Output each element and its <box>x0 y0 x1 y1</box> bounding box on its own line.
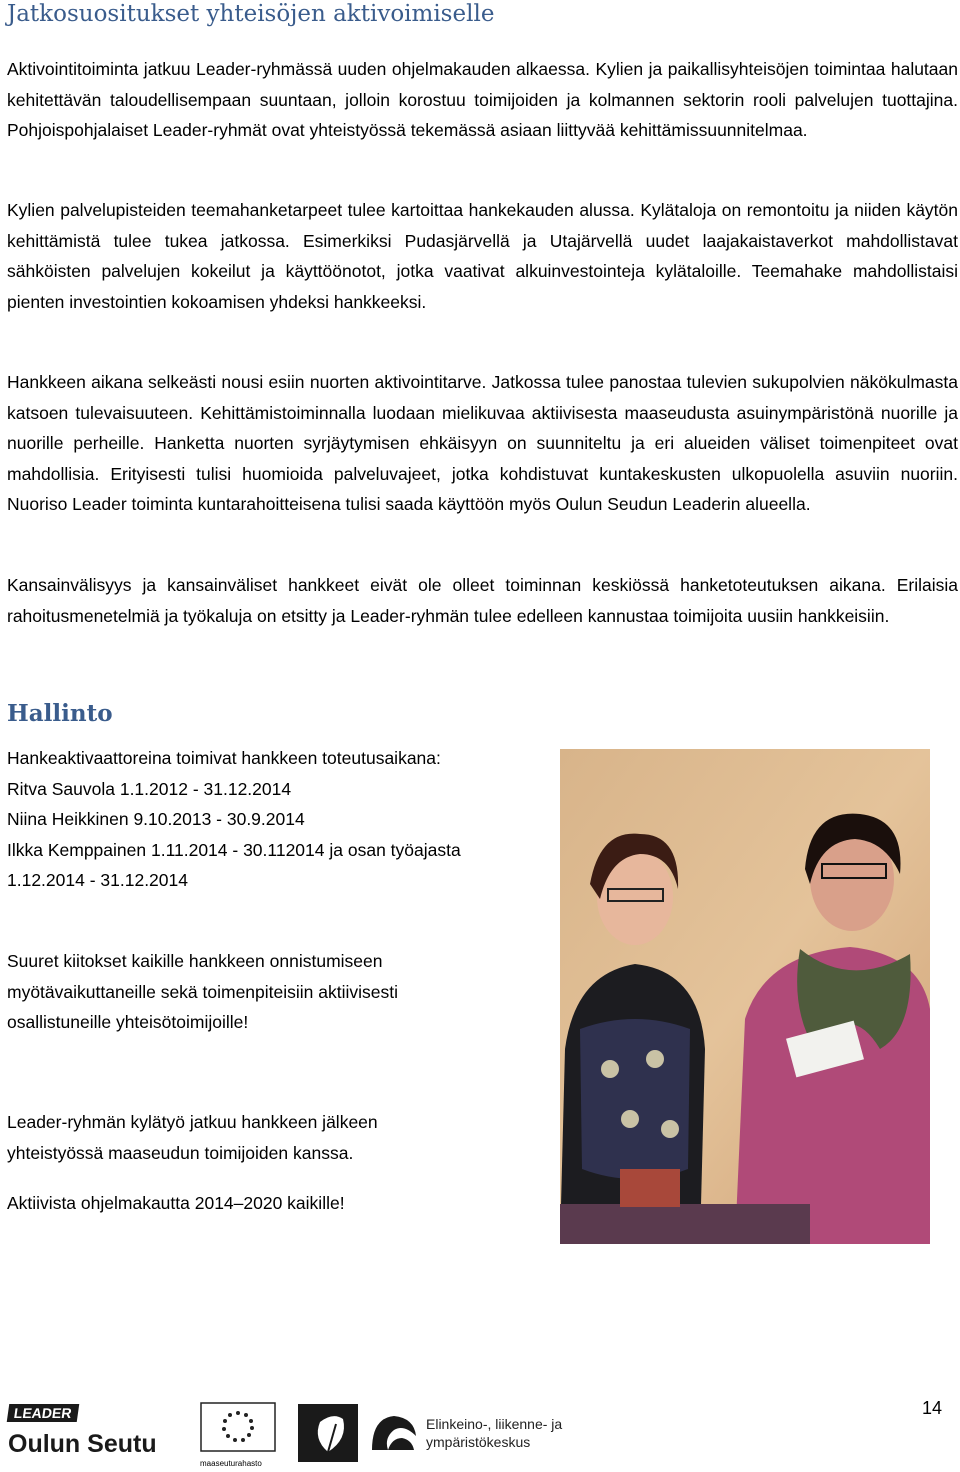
photo-two-women <box>560 749 930 1244</box>
ely-icon <box>368 1410 420 1456</box>
administration-intro: Hankeaktivaattoreina toimivat hankkeen toteutusaikana: <box>7 748 441 768</box>
ely-line1: Elinkeino-, liikenne- ja <box>426 1416 563 1432</box>
eu-flag-icon <box>200 1402 276 1452</box>
continuation-text: Leader-ryhmän kylätyö jatkuu hankkeen jälkeen yhteistyössä maaseudun toimijoiden kanssa. <box>7 1112 378 1163</box>
leader-logo-top: LEADER <box>7 1404 79 1422</box>
eu-flag-logo <box>200 1402 290 1466</box>
closing-text: Aktiivista ohjelmakautta 2014–2020 kaikille! <box>7 1193 345 1213</box>
administration-heading: Hallinto <box>7 700 113 727</box>
thanks-text: Suuret kiitokset kaikille hankkeen onnistumiseen myötävaikuttaneille sekä toimenpiteisiin aktiivisesti osallistuneille yhteisötoimijoille! <box>7 951 399 1032</box>
leader-logo <box>8 1404 188 1464</box>
paragraph-youth: Hankkeen aikana selkeästi nousi esiin nuorten aktivointitarve. Jatkossa tulee panostaa tulevien sukupolvien näkökulmasta katsoen tulevaisuuteen. Kehittämistoiminnalla luodaan mielikuvaa aktiivisesta maaseudusta asuinympäristönä nuorille ja nuorille perheille. Hanketta nuorten syrjäytymisen ehkäisyyn on suunniteltu ja eri alueiden väliset toimenpiteet ovat mahdollisia. Erityisesti tulisi huomioida palveluvajeet, jotka kohdistuvat kuntakeskusten ulkopuolella asuviin nuoriin. Nuoriso Leader toiminta kuntarahoitteisena tulisi saada käyttöön myös Oulun Seudun Leaderin alueella. <box>7 372 958 514</box>
activator-line: 1.12.2014 - 31.12.2014 <box>7 870 188 890</box>
leaf-icon <box>298 1404 358 1462</box>
eu-caption: maaseuturahasto <box>200 1459 262 1468</box>
paragraph-activation: Aktivointitoiminta jatkuu Leader-ryhmässä uuden ohjelmakauden alkaessa. Kylien ja paikallisyhteisöjen toimintaa halutaan kehitettävän taloudellisempaan suuntaan, jolloin korostuu toimijoiden ja kolmannen sektorin rooli palvelujen tuottajina. Pohjoispohjalaiset Leader-ryhmät ovat yhteistyössä tekemässä asiaan liittyvää kehittämissuunnitelmaa. <box>7 59 958 140</box>
leaf-logo <box>298 1404 360 1462</box>
leader-logo-bottom: Oulun Seutu <box>8 1430 157 1458</box>
activator-line: Ilkka Kemppainen 1.11.2014 - 30.112014 ja osan työajasta <box>7 839 461 860</box>
ely-line2: ympäristökeskus <box>426 1434 531 1450</box>
activator-line: Ritva Sauvola 1.1.2012 - 31.12.2014 <box>7 778 292 799</box>
paragraph-international: Kansainvälisyys ja kansainväliset hankkeet eivät ole olleet toiminnan keskiössä hanketoteutuksen aikana. Erilaisia rahoitusmenetelmiä ja työkaluja on etsitty ja Leader-ryhmän tulee edelleen kannustaa toimijoita uusiin hankkeisiin. <box>7 575 958 626</box>
paragraph-village-services: Kylien palvelupisteiden teemahanketarpeet tulee kartoittaa hankekauden alussa. Kylätaloja on remontoitu ja niiden käytön kehittämistä tulee tukea jatkossa. Esimerkiksi Pudasjärvellä ja Utajärvellä uudet laajakaistaverkot mahdollistavat sähköisten palvelujen kokeilut ja käyttöönotot, jotka vaativat alkuinvestointeja kylätaloille. Teemahake mahdollistaisi pienten investointien kokoamisen yhdeksi hankkeeksi. <box>7 200 958 312</box>
page-number: 14 <box>921 1398 942 1418</box>
footer-logos <box>8 1398 568 1466</box>
ely-logo <box>368 1406 568 1462</box>
section-heading: Jatkosuositukset yhteisöjen aktivoimiselle <box>7 1 495 27</box>
administration-list <box>7 743 547 896</box>
activator-line: Niina Heikkinen 9.10.2013 - 30.9.2014 <box>7 809 305 829</box>
